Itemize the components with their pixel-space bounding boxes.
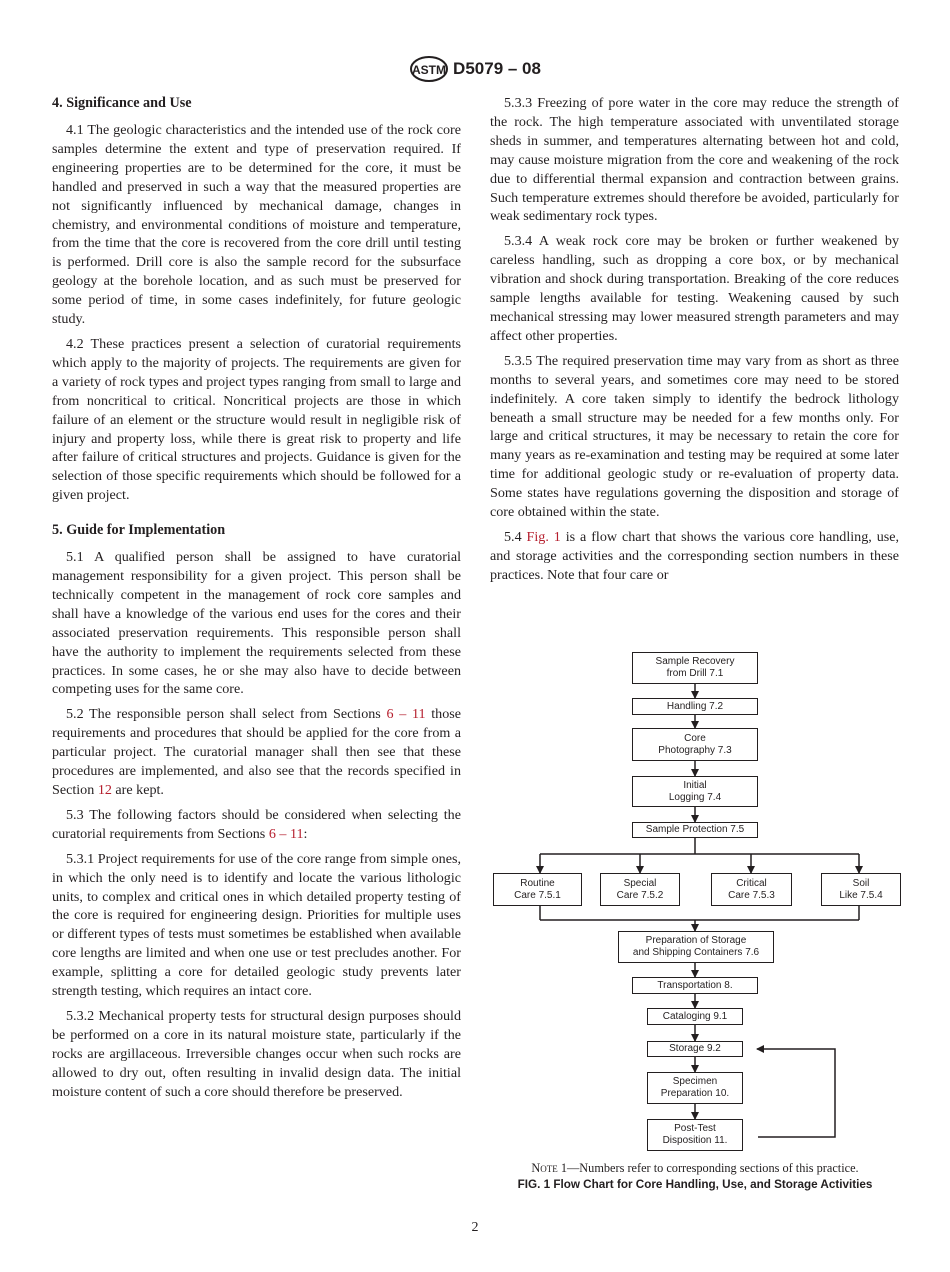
section-12-link[interactable]: 12 bbox=[97, 782, 112, 798]
left-column bbox=[52, 94, 461, 1108]
paragraph-5-3-1: 5.3.1 Project requirements for use of the core range from simple ones, in which the only need is to identify and locate the various lithologic units, to complex and critical ones in which detailed property testing of the core is required for engineering design. Priorities for multiple uses or different types of tests must sometimes be established when available core lengths are limited and when one use or test precludes another. For example, splitting a core for detailed geologic study prevents later strength testing, which requires an intact core. bbox=[52, 850, 461, 1000]
box-specimen-preparation: Specimen Preparation 10. bbox=[647, 1072, 743, 1104]
box-sample-protection: Sample Protection 7.5 bbox=[632, 822, 758, 838]
box-soil-like: Soil Like 7.5.4 bbox=[821, 873, 901, 906]
paragraph-4-2: 4.2 These practices present a selection of curatorial requirements which apply to the majority of projects. The requirements are given for a variety of rock types and project types ranging from small to large and from noncritical to critical. Noncritical projects are those in which failure of an element or the structure would result in negligible risk of injury and property loss, while there is great risk to property and life after failure of critical structures and projects. Guidance is given for the selection of those specific requirements which should be followed for a given project. bbox=[52, 335, 461, 504]
page-header bbox=[0, 56, 950, 82]
box-transportation: Transportation 8. bbox=[632, 977, 758, 994]
box-storage: Storage 9.2 bbox=[647, 1041, 743, 1057]
box-critical-care: Critical Care 7.5.3 bbox=[711, 873, 792, 906]
astm-logo-icon bbox=[409, 56, 449, 82]
paragraph-5-4: 5.4 Fig. 1 is a flow chart that shows the various core handling, use, and storage activities and the corresponding section numbers in these practices. Note that four care or bbox=[490, 528, 900, 583]
box-preparation-of-storage: Preparation of Storage and Shipping Containers 7.6 bbox=[618, 931, 774, 963]
paragraph-4-1: 4.1 The geologic characteristics and the intended use of the rock core samples determine the extent and type of preservation required. If engineering properties are to be determined for the core, it must be handled and preserved in such a way that the measured properties are not significantly influenced by mechanical damage, changes in chemistry, and environmental conditions of moisture and temperature, from the time that the core is recovered from the core drill until testing is performed. Drill core is also the sample record for the subsurface geology at the borehole location, and as such must be preserved for some period of time, in some cases indefinitely, for future geologic study. bbox=[52, 122, 461, 328]
right-column bbox=[490, 94, 899, 591]
document-number: D5079 – 08 bbox=[453, 59, 541, 78]
section-6-11-link[interactable]: 6 – 11 bbox=[386, 706, 426, 723]
box-sample-recovery: Sample Recovery from Drill 7.1 bbox=[632, 652, 758, 684]
box-special-care: Special Care 7.5.2 bbox=[600, 873, 680, 906]
box-routine-care: Routine Care 7.5.1 bbox=[493, 873, 582, 906]
note-text: 1—Numbers refer to corresponding sections of this practice. bbox=[557, 1161, 859, 1175]
paragraph-5-3-3: 5.3.3 Freezing of pore water in the core may reduce the strength of the rock. The high temperature associated with unventilated storage sheds in summer, and temperatures alternating between hot and cold, may cause moisture migration from the core and weakening of the rock due to differential thermal expansion and contraction between grains. Such temperature extremes should therefore be avoided, particularly for weak sedimentary rock types. bbox=[490, 95, 899, 225]
figure-1-link[interactable]: Fig. 1 bbox=[526, 528, 561, 545]
box-handling: Handling 7.2 bbox=[632, 698, 758, 715]
paragraph-5-3-2: 5.3.2 Mechanical property tests for structural design purposes should be performed on a core in its natural moisture state, particularly if the rocks are argillaceous. Irreversible changes occur when such rocks are allowed to dry out, often resulting in invalid design data. The initial moisture content of such a core should therefore be preserved. bbox=[52, 1007, 461, 1100]
page-number: 2 bbox=[471, 1220, 479, 1235]
flowchart-figure bbox=[490, 648, 900, 1148]
paragraph-5-3-4: 5.3.4 A weak rock core may be broken or further weakened by careless handling, such as dropping a core box, or by mechanical vibration and shock during transportation. Breaking of the core reduces sample lengths available for testing. Weakening caused by such mechanical stressing may lower measured strength parameters and may affect other properties. bbox=[490, 233, 899, 344]
section-4-heading: 4. Significance and Use bbox=[52, 95, 192, 111]
paragraph-5-1: 5.1 A qualified person shall be assigned to have curatorial management responsibility for a given project. This person shall be technically competent in the management of rock core samples and shall have a knowledge of the various end uses for the cores and their associated preservation requirements. This responsible person shall have the authority to implement the requirements selected from these practices. In some cases, he or she may also have to decide between competing uses for the same core. bbox=[52, 549, 461, 698]
box-initial-logging: Initial Logging 7.4 bbox=[632, 776, 758, 807]
paragraph-5-3: 5.3 The following factors should be considered when selecting the curatorial requirements from Sections 6 – 11: bbox=[52, 806, 461, 842]
figure-caption: FIG. 1 Flow Chart for Core Handling, Use, and Storage Activities bbox=[517, 1178, 873, 1191]
paragraph-5-3-5: 5.3.5 The required preservation time may vary from as short as three months to several years, and sometimes core may need to be stored indefinitely. A core taken simply to identify the bedrock lithology beneath a small structure may be needed for a few months only. For large and critical structures, it may be necessary to retain the core for many years as re-examination and testing may be required at some later time for additional geologic study or re-evaluation of property data. Some states have regulations governing the disposition and storage of core obtained within the state. bbox=[490, 352, 899, 521]
section-6-11-link[interactable]: 6 – 11 bbox=[268, 825, 304, 842]
section-5-heading: 5. Guide for Implementation bbox=[52, 522, 226, 539]
box-core-photography: Core Photography 7.3 bbox=[632, 728, 758, 761]
paragraph-5-2: 5.2 The responsible person shall select from Sections 6 – 11 those requirements and procedures that should be applied for the core from a particular project. The curatorial manager shall then see that these procedures are implemented, and also see that the records specified in Section 12 are kept. bbox=[52, 706, 461, 798]
svg-text:ASTM: ASTM bbox=[412, 63, 447, 77]
box-post-test-disposition: Post-Test Disposition 11. bbox=[647, 1119, 743, 1151]
figure-note bbox=[490, 1161, 900, 1176]
box-cataloging: Cataloging 9.1 bbox=[647, 1008, 743, 1025]
note-label: Note bbox=[531, 1161, 558, 1175]
